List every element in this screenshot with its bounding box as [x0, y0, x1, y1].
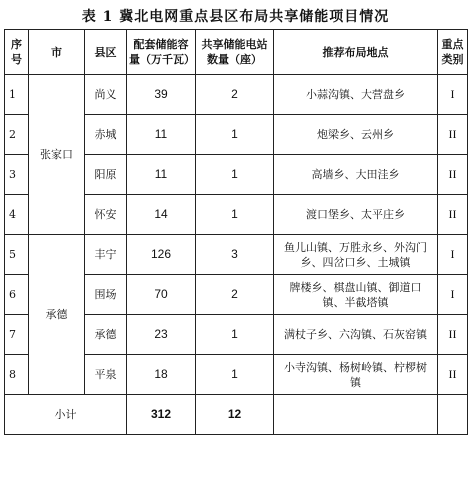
cell-capacity: 11: [127, 115, 196, 155]
cell-stations: 3: [196, 235, 274, 275]
header-category: 重点类别: [438, 30, 468, 75]
cell-capacity: 126: [127, 235, 196, 275]
table-title: 表 1 冀北电网重点县区布局共享储能项目情况: [81, 9, 390, 25]
cell-location: 小蒜沟镇、大营盘乡: [274, 75, 438, 115]
cell-stations: 1: [196, 155, 274, 195]
total-location-empty: [274, 395, 438, 435]
cell-capacity: 14: [127, 195, 196, 235]
cell-county: 丰宁: [85, 235, 127, 275]
cell-stations: 2: [196, 275, 274, 315]
cell-seq: 4: [5, 195, 29, 235]
header-stations: 共享储能电站数量（座）: [196, 30, 274, 75]
cell-capacity: 23: [127, 315, 196, 355]
cell-category: II: [438, 355, 468, 395]
cell-county: 围场: [85, 275, 127, 315]
cell-capacity: 39: [127, 75, 196, 115]
cell-county: 怀安: [85, 195, 127, 235]
cell-category: I: [438, 275, 468, 315]
cell-seq: 7: [5, 315, 29, 355]
cell-category: II: [438, 155, 468, 195]
header-capacity: 配套储能容量（万千瓦）: [127, 30, 196, 75]
cell-category: I: [438, 235, 468, 275]
cell-category: II: [438, 315, 468, 355]
cell-location: 渡口堡乡、太平庄乡: [274, 195, 438, 235]
cell-category: II: [438, 195, 468, 235]
cell-location: 高墙乡、大田洼乡: [274, 155, 438, 195]
cell-county: 尚义: [85, 75, 127, 115]
total-capacity: 312: [127, 395, 196, 435]
header-city: 市: [29, 30, 85, 75]
cell-county: 赤城: [85, 115, 127, 155]
cell-stations: 1: [196, 115, 274, 155]
cell-city-chengde: 承德: [29, 235, 85, 395]
cell-category: II: [438, 115, 468, 155]
cell-location: 鱼儿山镇、万胜永乡、外沟门乡、四岔口乡、土城镇: [274, 235, 438, 275]
cell-seq: 3: [5, 155, 29, 195]
cell-capacity: 70: [127, 275, 196, 315]
cell-capacity: 18: [127, 355, 196, 395]
cell-location: 满杖子乡、六沟镇、石灰窑镇: [274, 315, 438, 355]
cell-county: 平泉: [85, 355, 127, 395]
cell-capacity: 11: [127, 155, 196, 195]
cell-seq: 1: [5, 75, 29, 115]
cell-category: I: [438, 75, 468, 115]
cell-stations: 2: [196, 75, 274, 115]
header-county: 县区: [85, 30, 127, 75]
cell-location: 小寺沟镇、杨树岭镇、柠椤树镇: [274, 355, 438, 395]
total-category-empty: [438, 395, 468, 435]
total-stations: 12: [196, 395, 274, 435]
cell-seq: 2: [5, 115, 29, 155]
cell-county: 阳原: [85, 155, 127, 195]
cell-location: 牌楼乡、棋盘山镇、御道口镇、半截塔镇: [274, 275, 438, 315]
cell-seq: 8: [5, 355, 29, 395]
cell-seq: 6: [5, 275, 29, 315]
header-seq: 序号: [5, 30, 29, 75]
cell-stations: 1: [196, 355, 274, 395]
total-row: [5, 395, 468, 435]
cell-county: 承德: [85, 315, 127, 355]
storage-projects-table: [4, 29, 468, 435]
cell-city-zhangjiakou: 张家口: [29, 75, 85, 235]
table-row: [5, 75, 468, 115]
table-row: [5, 235, 468, 275]
header-row: [5, 30, 468, 75]
total-label: 小计: [5, 395, 127, 435]
cell-stations: 1: [196, 195, 274, 235]
cell-stations: 1: [196, 315, 274, 355]
header-location: 推荐布局地点: [274, 30, 438, 75]
cell-seq: 5: [5, 235, 29, 275]
cell-location: 炮梁乡、云州乡: [274, 115, 438, 155]
